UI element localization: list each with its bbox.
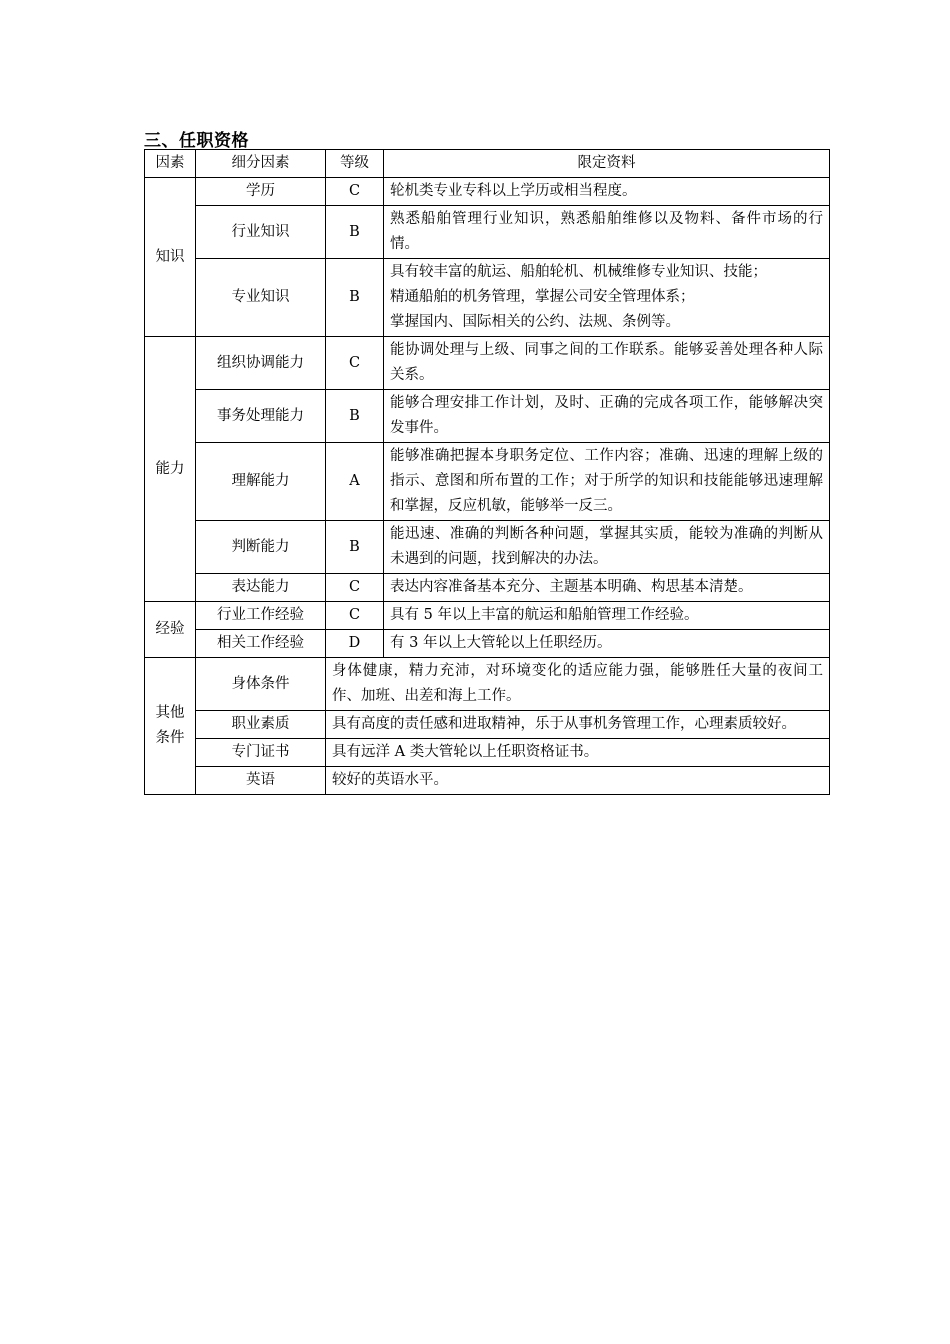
sub-factor-cell: 身体条件 bbox=[196, 658, 326, 711]
content-cell: 具有高度的责任感和进取精神，乐于从事机务管理工作，心理素质较好。 bbox=[326, 711, 830, 739]
table-row bbox=[145, 711, 830, 739]
level-cell: B bbox=[326, 521, 384, 574]
qualification-table bbox=[144, 149, 830, 795]
level-cell: C bbox=[326, 178, 384, 206]
header-factor: 因素 bbox=[145, 150, 196, 178]
level-cell: B bbox=[326, 390, 384, 443]
group-knowledge: 知识 bbox=[145, 178, 196, 337]
sub-factor-cell: 行业工作经验 bbox=[196, 602, 326, 630]
sub-factor-cell: 英语 bbox=[196, 767, 326, 795]
content-cell: 表达内容准备基本充分、主题基本明确、构思基本清楚。 bbox=[384, 574, 830, 602]
level-cell: A bbox=[326, 443, 384, 521]
content-cell: 有 3 年以上大管轮以上任职经历。 bbox=[384, 630, 830, 658]
content-cell bbox=[384, 259, 830, 337]
table-row bbox=[145, 521, 830, 574]
sub-factor-cell: 理解能力 bbox=[196, 443, 326, 521]
content-cell: 较好的英语水平。 bbox=[326, 767, 830, 795]
section-heading: 三、任职资格 bbox=[144, 131, 249, 151]
content-cell: 身体健康，精力充沛，对环境变化的适应能力强，能够胜任大量的夜间工作、加班、出差和海上工作。 bbox=[326, 658, 830, 711]
content-cell: 能够合理安排工作计划，及时、正确的完成各项工作，能够解决突发事件。 bbox=[384, 390, 830, 443]
level-cell: B bbox=[326, 206, 384, 259]
content-cell: 轮机类专业专科以上学历或相当程度。 bbox=[384, 178, 830, 206]
table-row bbox=[145, 337, 830, 390]
content-cell: 具有远洋 A 类大管轮以上任职资格证书。 bbox=[326, 739, 830, 767]
table-row bbox=[145, 206, 830, 259]
content-cell: 能迅速、准确的判断各种问题，掌握其实质，能较为准确的判断从未遇到的问题，找到解决的办法。 bbox=[384, 521, 830, 574]
sub-factor-cell: 专业知识 bbox=[196, 259, 326, 337]
sub-factor-cell: 组织协调能力 bbox=[196, 337, 326, 390]
sub-factor-cell: 专门证书 bbox=[196, 739, 326, 767]
content-cell: 熟悉船舶管理行业知识，熟悉船舶维修以及物料、备件市场的行情。 bbox=[384, 206, 830, 259]
sub-factor-cell: 学历 bbox=[196, 178, 326, 206]
content-cell: 具有 5 年以上丰富的航运和船舶管理工作经验。 bbox=[384, 602, 830, 630]
level-cell: C bbox=[326, 574, 384, 602]
table-row bbox=[145, 259, 830, 337]
sub-factor-cell: 事务处理能力 bbox=[196, 390, 326, 443]
table-row bbox=[145, 767, 830, 795]
content-line: 掌握国内、国际相关的公约、法规、条例等。 bbox=[390, 314, 680, 330]
level-cell: D bbox=[326, 630, 384, 658]
table-row bbox=[145, 574, 830, 602]
table-row bbox=[145, 658, 830, 711]
content-cell: 能够准确把握本身职务定位、工作内容；准确、迅速的理解上级的指示、意图和所布置的工作；对于所学的知识和技能能够迅速理解和掌握，反应机敏，能够举一反三。 bbox=[384, 443, 830, 521]
content-line: 具有较丰富的航运、船舶轮机、机械维修专业知识、技能； bbox=[390, 264, 767, 280]
table-row bbox=[145, 390, 830, 443]
table-header-row bbox=[145, 150, 830, 178]
table-row bbox=[145, 602, 830, 630]
group-ability: 能力 bbox=[145, 337, 196, 602]
table-row bbox=[145, 443, 830, 521]
level-cell: C bbox=[326, 602, 384, 630]
sub-factor-cell: 相关工作经验 bbox=[196, 630, 326, 658]
table-row bbox=[145, 630, 830, 658]
sub-factor-cell: 行业知识 bbox=[196, 206, 326, 259]
sub-factor-cell: 判断能力 bbox=[196, 521, 326, 574]
header-sub-factor: 细分因素 bbox=[196, 150, 326, 178]
content-line: 精通船舶的机务管理，掌握公司安全管理体系； bbox=[390, 289, 695, 305]
header-content: 限定资料 bbox=[384, 150, 830, 178]
level-cell: C bbox=[326, 337, 384, 390]
table-row bbox=[145, 739, 830, 767]
header-level: 等级 bbox=[326, 150, 384, 178]
table-row bbox=[145, 178, 830, 206]
content-cell: 能协调处理与上级、同事之间的工作联系。能够妥善处理各种人际关系。 bbox=[384, 337, 830, 390]
sub-factor-cell: 表达能力 bbox=[196, 574, 326, 602]
group-other: 其他条件 bbox=[145, 658, 196, 795]
level-cell: B bbox=[326, 259, 384, 337]
group-experience: 经验 bbox=[145, 602, 196, 658]
sub-factor-cell: 职业素质 bbox=[196, 711, 326, 739]
